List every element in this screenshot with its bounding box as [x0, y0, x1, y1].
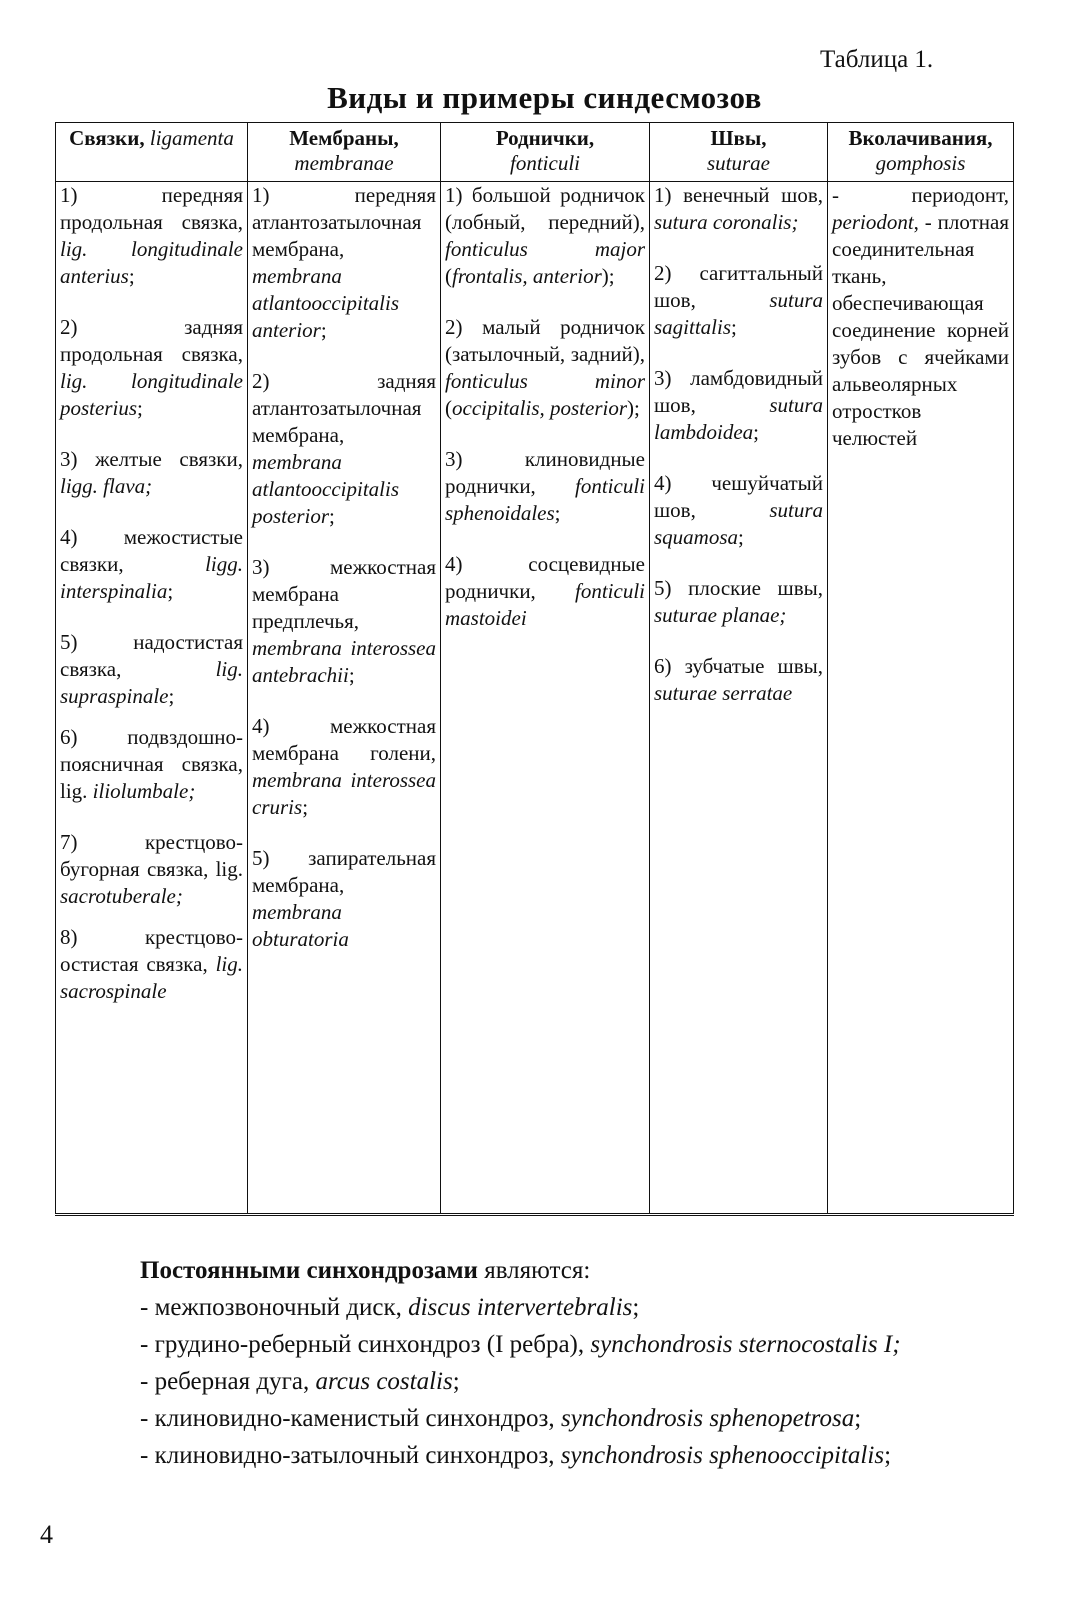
- ligament-item: 1) передняя продольная связка, lig. longitudinale anterius;: [60, 183, 243, 288]
- list-item: - клиновидно-затылочный синхондроз, synchondrosis sphenooccipitalis;: [140, 1442, 892, 1469]
- header-ligaments-name: Связки,: [69, 126, 145, 150]
- membrane-item: 5) запирательная мембрана, membrana obturatoria: [252, 846, 436, 951]
- header-membranes-name: Мембраны,: [289, 126, 399, 150]
- header-sutures-latin: suturae: [707, 151, 770, 175]
- fontanelle-item: 4) сосцевидные роднички, fonticuli mastoidei: [445, 552, 645, 630]
- fontanelle-item: 3) клиновидные роднички, fonticuli sphenoidales;: [445, 447, 645, 525]
- cell-gomphosis: [828, 182, 1014, 1215]
- header-membranes-latin: membranae: [294, 151, 394, 175]
- table-title: Виды и примеры синдесмозов: [327, 80, 762, 115]
- table-caption: Таблица 1.: [820, 46, 934, 73]
- suture-item: 3) ламбдовидный шов, sutura lambdoidea;: [654, 366, 823, 444]
- header-gomphosis-name: Вколачивания,: [848, 126, 993, 150]
- membrane-item: 2) задняя атлантозатылочная мембрана, membrana atlantooccipitalis posterior;: [252, 369, 436, 528]
- ligament-item: 7) крестцово-бугорная связка, lig. sacrotuberale;: [60, 830, 243, 908]
- suture-item: 6) зубчатые швы, suturae serratae: [654, 654, 823, 705]
- suture-item: 1) венечный шов, sutura coronalis;: [654, 183, 823, 234]
- header-fontanelles-latin: fonticuli: [510, 151, 580, 175]
- list-item: - грудино-реберный синхондроз (I ребра), synchondrosis sternocostalis I;: [140, 1331, 901, 1358]
- ligament-item: 8) крестцово-остистая связка, lig. sacrospinale: [60, 925, 243, 1003]
- header-ligaments: [56, 123, 248, 182]
- header-ligaments-latin: ligamenta: [149, 126, 234, 150]
- list-item: - межпозвоночный диск, discus intervertebralis;: [140, 1294, 640, 1321]
- synchondrosis-list: [140, 1252, 1040, 1474]
- suture-item: 4) чешуйчатый шов, sutura squamosa;: [654, 471, 823, 549]
- fontanelle-item: 1) большой родничок (лобный, передний), fonticulus major (frontalis, anterior);: [445, 183, 645, 288]
- header-membranes: [248, 123, 441, 182]
- gomphosis-item: - периодонт, periodont, - плотная соединительная ткань, обеспечивающая соединение корней зубов с ячейками альвеолярных отростков челюстей: [832, 183, 1009, 450]
- membrane-item: 4) межкостная мембрана голени, membrana interossea cruris;: [252, 714, 436, 819]
- table-header-row: [56, 123, 1014, 182]
- table-body-row: [56, 182, 1014, 1215]
- ligament-item: 5) надостистая связка, lig. supraspinale;: [60, 630, 243, 708]
- membrane-item: 3) межкостная мембрана предплечья, membrana interossea antebrachii;: [252, 555, 436, 687]
- membrane-item: 1) передняя атлантозатылочная мембрана, membrana atlantooccipitalis anterior;: [252, 183, 436, 342]
- ligament-item: 2) задняя продольная связка, lig. longitudinale posterius;: [60, 315, 243, 420]
- list-item: - клиновидно-каменистый синхондроз, synchondrosis sphenopetrosa;: [140, 1405, 862, 1432]
- cell-sutures: [650, 182, 828, 1215]
- header-fontanelles: [441, 123, 650, 182]
- list-item: - реберная дуга, arcus costalis;: [140, 1368, 460, 1395]
- header-gomphosis-latin: gomphosis: [875, 151, 966, 175]
- ligament-item: 6) подвздошно-поясничная связка, lig. iliolumbale;: [60, 725, 243, 803]
- header-sutures-name: Швы,: [710, 126, 767, 150]
- header-gomphosis: [828, 123, 1014, 182]
- page-number: 4: [40, 1520, 53, 1549]
- list-intro: Постоянными синхондрозами являются:: [140, 1257, 591, 1284]
- cell-membranes: [248, 182, 441, 1215]
- ligament-item: 3) желтые связки, ligg. flava;: [60, 447, 243, 498]
- fontanelle-item: 2) малый родничок (затылочный, задний), fonticulus minor (occipitalis, posterior);: [445, 315, 645, 420]
- cell-ligaments: [56, 182, 248, 1215]
- suture-item: 5) плоские швы, suturae planae;: [654, 576, 823, 627]
- suture-item: 2) сагиттальный шов, sutura sagittalis;: [654, 261, 823, 339]
- ligament-item: 4) межостистые связки, ligg. interspinalia;: [60, 525, 243, 603]
- cell-fontanelles: [441, 182, 650, 1215]
- syndesmosis-table: [55, 122, 1014, 1216]
- header-sutures: [650, 123, 828, 182]
- header-fontanelles-name: Роднички,: [495, 126, 595, 150]
